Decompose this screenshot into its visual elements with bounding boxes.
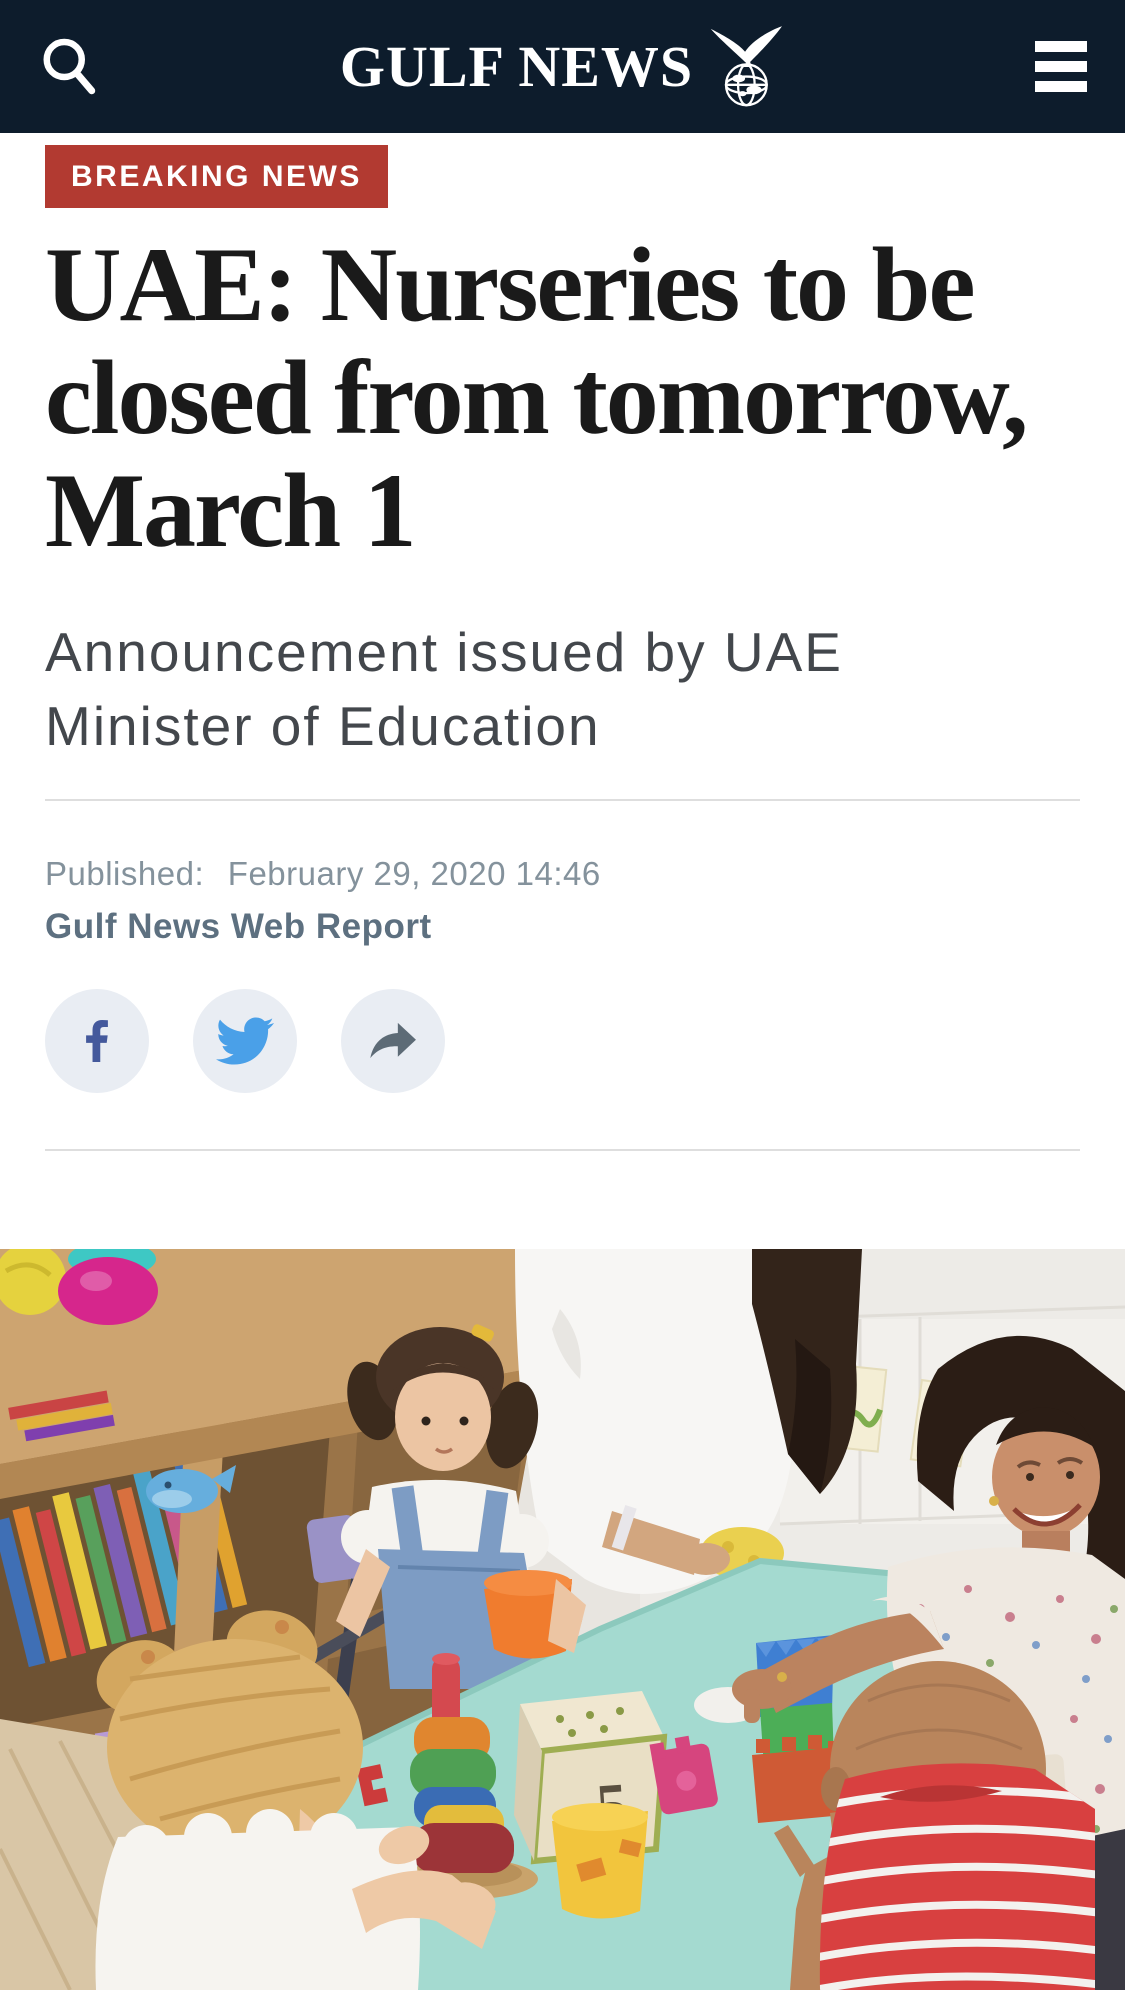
published-label: Published:: [45, 855, 205, 892]
published-line: [45, 853, 1080, 895]
headline-line: UAE: Nurseries to be: [45, 226, 974, 343]
search-button[interactable]: [38, 34, 98, 100]
facebook-icon: [69, 1013, 125, 1069]
app-header: [0, 0, 1125, 133]
article-main: [0, 133, 1125, 1151]
subtitle-line: Announcement issued by UAE: [45, 621, 843, 683]
brand-logo[interactable]: [340, 25, 785, 109]
hamburger-icon: [1035, 41, 1087, 92]
headline-line: closed from tomorrow,: [45, 339, 1027, 456]
twitter-button[interactable]: [193, 989, 297, 1093]
facebook-button[interactable]: [45, 989, 149, 1093]
nursery-photo-illustration: [0, 1249, 1125, 1990]
byline: Gulf News Web Report: [45, 907, 432, 946]
menu-button[interactable]: [1035, 41, 1087, 92]
divider: [45, 1149, 1080, 1151]
published-datetime: February 29, 2020 14:46: [227, 855, 601, 892]
breaking-news-badge: BREAKING NEWS: [45, 145, 388, 208]
eagle-globe-emblem-icon: [707, 25, 785, 109]
article-subtitle: [45, 615, 1080, 763]
article-headline: [45, 228, 1080, 567]
share-icon: [364, 1012, 422, 1070]
article-image: [0, 1249, 1125, 1990]
divider: [45, 799, 1080, 801]
brand-logo-text: GULF NEWS: [339, 34, 694, 99]
share-button[interactable]: [341, 989, 445, 1093]
headline-line: March 1: [45, 452, 415, 569]
social-share-row: [45, 989, 1080, 1093]
subtitle-line: Minister of Education: [45, 695, 601, 757]
twitter-icon: [216, 1012, 274, 1070]
search-icon: [38, 34, 98, 100]
